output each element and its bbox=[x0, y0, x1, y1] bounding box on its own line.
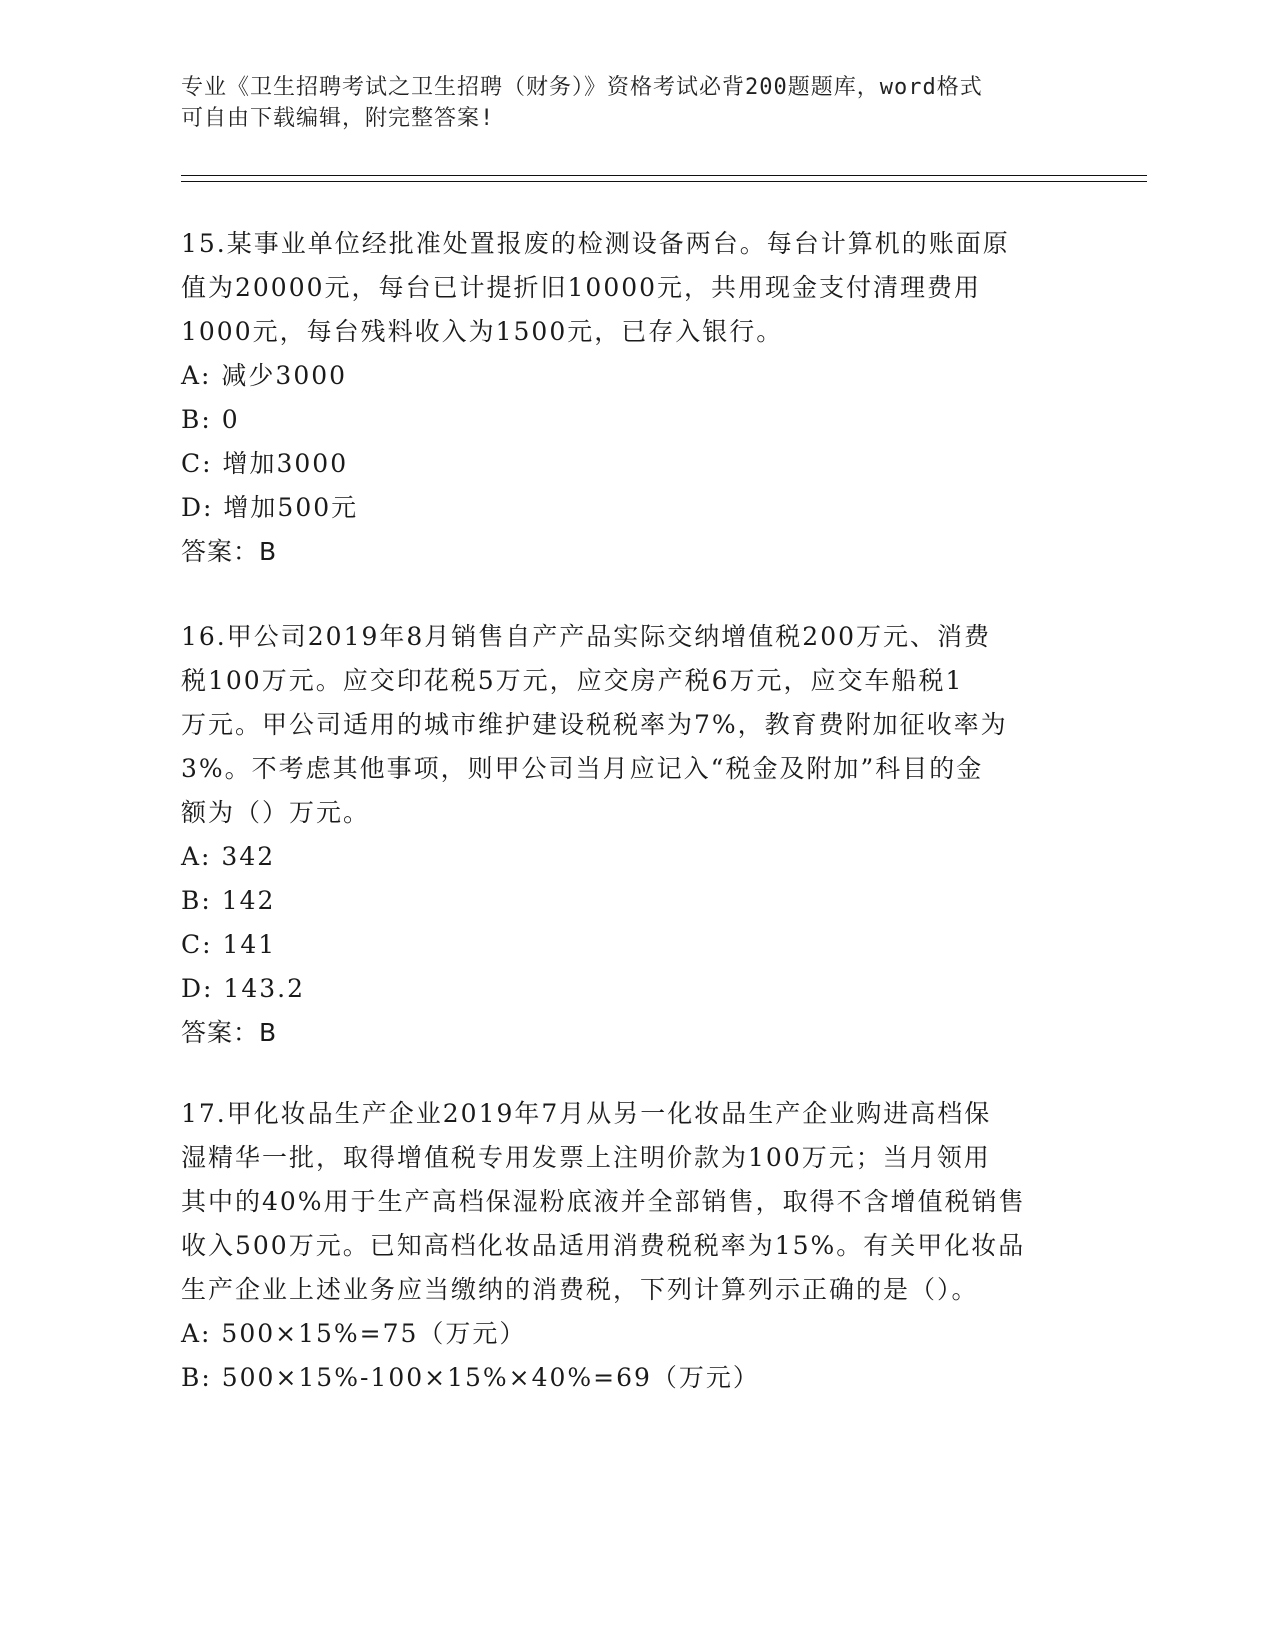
option-d: D: 增加500元 bbox=[181, 493, 359, 522]
option-b: B: 142 bbox=[181, 886, 276, 915]
question-15 bbox=[181, 222, 1081, 574]
question-stem-line: 其中的40%用于生产高档保湿粉底液并全部销售，取得不含增值税销售 bbox=[181, 1187, 1026, 1216]
question-16 bbox=[181, 615, 1081, 1055]
header-divider-bottom bbox=[181, 181, 1147, 182]
question-stem-line: 16.甲公司2019年8月销售自产产品实际交纳增值税200万元、消费 bbox=[181, 622, 992, 651]
option-d: D: 143.2 bbox=[181, 974, 305, 1003]
option-c: C: 增加3000 bbox=[181, 449, 349, 478]
header-divider-top bbox=[181, 175, 1147, 176]
option-a: A: 500×15%=75（万元） bbox=[181, 1319, 527, 1348]
header-line-2: 可自由下载编辑，附完整答案! bbox=[181, 106, 495, 131]
option-a: A: 减少3000 bbox=[181, 361, 348, 390]
option-b: B: 0 bbox=[181, 405, 240, 434]
question-stem-line: 湿精华一批，取得增值税专用发票上注明价款为100万元；当月领用 bbox=[181, 1143, 991, 1172]
question-stem-line: 15.某事业单位经批准处置报废的检测设备两台。每台计算机的账面原 bbox=[181, 229, 1010, 258]
question-stem-line: 额为（）万元。 bbox=[181, 798, 371, 827]
question-stem-line: 税100万元。应交印花税5万元，应交房产税6万元，应交车船税1 bbox=[181, 666, 964, 695]
question-stem-line: 3%。不考虑其他事项，则甲公司当月应记入“税金及附加”科目的金 bbox=[181, 754, 984, 783]
header-line-1: 专业《卫生招聘考试之卫生招聘（财务）》资格考试必背200题题库，word格式 bbox=[181, 75, 983, 100]
answer-label: 答案：B bbox=[181, 1018, 278, 1047]
option-b: B: 500×15%-100×15%×40%=69（万元） bbox=[181, 1363, 760, 1392]
document-header bbox=[181, 72, 1061, 134]
option-a: A: 342 bbox=[181, 842, 276, 871]
question-stem-line: 万元。甲公司适用的城市维护建设税税率为7%，教育费附加征收率为 bbox=[181, 710, 1008, 739]
question-stem-line: 值为20000元，每台已计提折旧10000元，共用现金支付清理费用 bbox=[181, 273, 982, 302]
answer-label: 答案：B bbox=[181, 537, 278, 566]
question-stem-line: 17.甲化妆品生产企业2019年7月从另一化妆品生产企业购进高档保 bbox=[181, 1099, 992, 1128]
question-stem-line: 1000元，每台残料收入为1500元，已存入银行。 bbox=[181, 317, 784, 346]
option-c: C: 141 bbox=[181, 930, 277, 959]
question-stem-line: 生产企业上述业务应当缴纳的消费税，下列计算列示正确的是（）。 bbox=[181, 1275, 979, 1304]
question-stem-line: 收入500万元。已知高档化妆品适用消费税税率为15%。有关甲化妆品 bbox=[181, 1231, 1026, 1260]
question-17 bbox=[181, 1092, 1081, 1400]
